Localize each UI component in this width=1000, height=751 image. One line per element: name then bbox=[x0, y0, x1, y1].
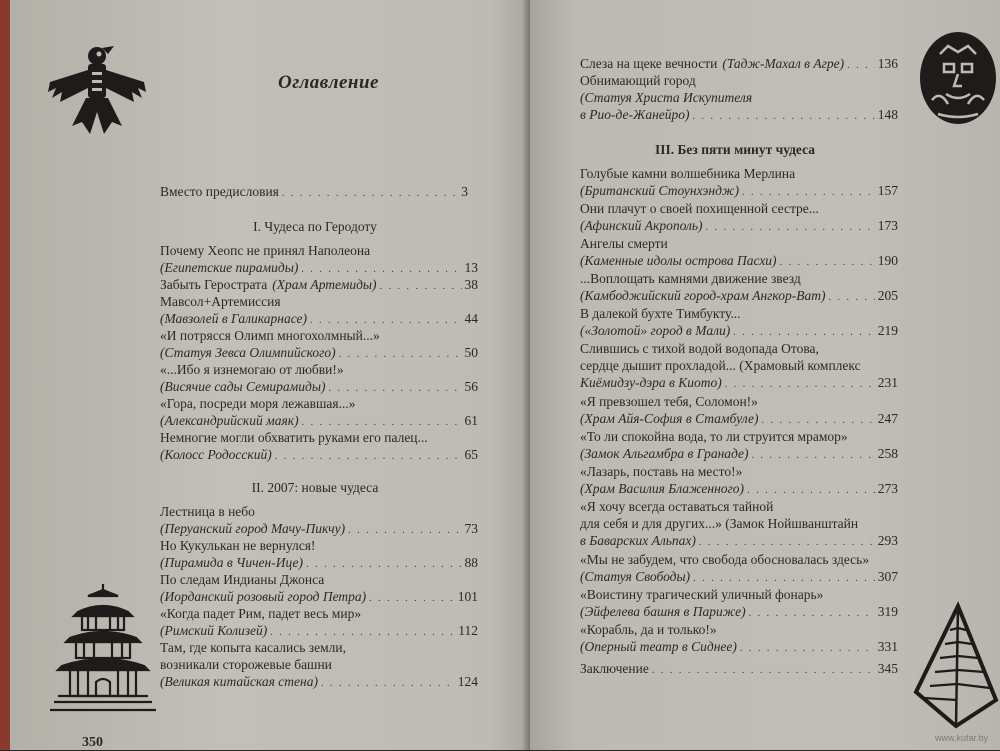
section-heading: I. Чудеса по Геродоту bbox=[253, 219, 377, 234]
entry-title: Слеза на щеке вечности bbox=[580, 56, 718, 71]
pyramid-icon bbox=[912, 600, 1000, 730]
entry-subtitle: (Храм Артемиды) bbox=[272, 277, 377, 292]
eagle-icon bbox=[42, 42, 152, 142]
entry-subtitle: (Тадж-Махал в Агре) bbox=[722, 56, 845, 71]
entry-page: 273 bbox=[877, 481, 898, 496]
entry-subtitle: (Великая китайская стена) bbox=[160, 674, 318, 689]
toc-entry bbox=[580, 498, 898, 551]
leader-dots bbox=[828, 289, 874, 306]
entry-title: ...Воплощать камнями движение звезд bbox=[580, 271, 801, 286]
toc-entry bbox=[160, 429, 478, 465]
toc-entry bbox=[580, 551, 898, 587]
entry-title: «Я превзошел тебя, Соломон!» bbox=[580, 394, 758, 409]
leader-dots bbox=[725, 376, 875, 393]
entry-title: Лестница в небо bbox=[160, 504, 255, 519]
leader-dots bbox=[275, 448, 462, 465]
toc-entry bbox=[580, 340, 898, 393]
entry-subtitle: (Афинский Акрополь) bbox=[580, 218, 703, 233]
entry-page: 136 bbox=[877, 56, 898, 71]
entry-title: Но Кукулькан не вернулся! bbox=[160, 538, 316, 553]
toc-entry bbox=[580, 621, 898, 657]
entry-subtitle: (Мавзолей в Галикарнасе) bbox=[160, 311, 308, 326]
entry-title-cont: для себя и для других...» (Замок Нойшванштайн bbox=[580, 516, 859, 531]
toc-entry bbox=[580, 305, 898, 341]
entry-subtitle: (Статуя Свободы) bbox=[580, 569, 691, 584]
toc-entry bbox=[160, 639, 478, 692]
toc-entry bbox=[160, 361, 478, 397]
entry-title: «Когда падет Рим, падет весь мир» bbox=[160, 606, 362, 621]
leader-dots bbox=[321, 675, 455, 692]
entry-subtitle: (Каменные идолы острова Пасхи) bbox=[580, 253, 777, 268]
leader-dots bbox=[733, 324, 875, 341]
entry-subtitle: (Статуя Зевса Олимпийского) bbox=[160, 345, 336, 360]
leader-dots bbox=[699, 534, 875, 551]
entry-title-cont: возникали сторожевые башни bbox=[160, 657, 332, 672]
entry-page: 112 bbox=[458, 623, 478, 638]
book-cover-edge bbox=[0, 0, 10, 750]
entry-title: Они плачут о своей похищенной сестре... bbox=[580, 201, 819, 216]
toc-entry bbox=[580, 165, 898, 201]
toc-entry bbox=[580, 463, 898, 499]
entry-page: 65 bbox=[464, 447, 478, 462]
watermark: www.kufar.by bbox=[935, 733, 989, 743]
entry-page: 157 bbox=[877, 183, 898, 198]
entry-subtitle-cont: в Рио-де-Жанейро) bbox=[580, 107, 690, 122]
toc-entry bbox=[160, 605, 478, 641]
entry-subtitle: (Оперный театр в Сиднее) bbox=[580, 639, 737, 654]
leader-dots bbox=[282, 185, 458, 202]
entry-title: «То ли спокойна вода, то ли струится мрамор» bbox=[580, 429, 848, 444]
entry-page: 61 bbox=[464, 413, 478, 428]
entry-page: 205 bbox=[877, 288, 898, 303]
entry-subtitle: Киёмидзу-дэра в Киото) bbox=[580, 375, 722, 390]
entry-page: 231 bbox=[877, 375, 898, 390]
entry-title: «Гора, посреди моря лежавшая...» bbox=[160, 396, 356, 411]
toc-title: Оглавление bbox=[278, 72, 379, 93]
toc-entry bbox=[580, 428, 898, 464]
entry-title: Мавсол+Артемиссия bbox=[160, 294, 281, 309]
entry-title-cont: сердце дышит прохладой... (Храмовый комплекс bbox=[580, 358, 861, 373]
entry-subtitle: (Британский Стоунхэндж) bbox=[580, 183, 739, 198]
toc-entry-conclusion bbox=[580, 660, 898, 679]
entry-title: Вместо предисловия bbox=[160, 184, 279, 199]
leader-dots bbox=[780, 254, 875, 271]
entry-subtitle: (Храм Айя-София в Стамбуле) bbox=[580, 411, 759, 426]
entry-subtitle: (Александрийский маяк) bbox=[160, 413, 299, 428]
entry-subtitle: (Эйфелева башня в Париже) bbox=[580, 604, 746, 619]
entry-subtitle: (Замок Альгамбра в Гранаде) bbox=[580, 446, 749, 461]
leader-dots bbox=[747, 482, 875, 499]
entry-subtitle: в Баварских Альпах) bbox=[580, 533, 696, 548]
entry-page: 319 bbox=[877, 604, 898, 619]
entry-title: «И потрясся Олимп многохолмный...» bbox=[160, 328, 380, 343]
entry-page: 173 bbox=[877, 218, 898, 233]
leader-dots bbox=[752, 447, 875, 464]
leader-dots bbox=[652, 662, 875, 679]
leader-dots bbox=[742, 184, 875, 201]
entry-subtitle: (Статуя Христа Искупителя bbox=[580, 90, 753, 105]
entry-page: 101 bbox=[457, 589, 478, 604]
leader-dots bbox=[706, 219, 875, 236]
toc-entry bbox=[580, 586, 898, 622]
toc-entry bbox=[160, 537, 478, 573]
left-page bbox=[10, 0, 530, 750]
page-number: 350 bbox=[82, 735, 103, 750]
toc-entry bbox=[160, 503, 478, 539]
entry-title: Немногие могли обхватить руками его палец... bbox=[160, 430, 428, 445]
entry-page: 56 bbox=[464, 379, 478, 394]
entry-title: Слившись с тихой водой водопада Отова, bbox=[580, 341, 819, 356]
entry-subtitle: (Египетские пирамиды) bbox=[160, 260, 299, 275]
toc-entry bbox=[580, 72, 898, 125]
toc-entry bbox=[160, 327, 478, 363]
entry-title: «Мы не забудем, что свобода обосновалась здесь» bbox=[580, 552, 870, 567]
entry-title: Голубые камни волшебника Мерлина bbox=[580, 166, 796, 181]
toc-entry bbox=[580, 270, 898, 306]
entry-title: Почему Хеопс не принял Наполеона bbox=[160, 243, 371, 258]
entry-page: 190 bbox=[877, 253, 898, 268]
entry-title: «Воистину трагический уличный фонарь» bbox=[580, 587, 824, 602]
toc-entry bbox=[580, 200, 898, 236]
toc-entry bbox=[160, 395, 478, 431]
entry-subtitle: (Висячие сады Семирамиды) bbox=[160, 379, 326, 394]
entry-page: 258 bbox=[877, 446, 898, 461]
leader-dots bbox=[693, 108, 875, 125]
entry-page: 124 bbox=[457, 674, 478, 689]
entry-title: «...Ибо я изнемогаю от любви!» bbox=[160, 362, 344, 377]
entry-title: Заключение bbox=[580, 661, 649, 676]
section-heading: II. 2007: новые чудеса bbox=[251, 480, 379, 495]
entry-subtitle: (Камбоджийский город-храм Ангкор-Ват) bbox=[580, 288, 826, 303]
entry-subtitle: (Иорданский розовый город Петра) bbox=[160, 589, 367, 604]
leader-dots bbox=[740, 640, 875, 657]
entry-page: 13 bbox=[464, 260, 478, 275]
entry-title: В далекой бухте Тимбукту... bbox=[580, 306, 741, 321]
entry-page: 307 bbox=[877, 569, 898, 584]
entry-page: 247 bbox=[877, 411, 898, 426]
entry-title: Обнимающий город bbox=[580, 73, 696, 88]
entry-page: 44 bbox=[464, 311, 478, 326]
entry-subtitle: (Колосс Родосский) bbox=[160, 447, 272, 462]
section-heading: III. Без пяти минут чудеса bbox=[654, 142, 815, 157]
leader-dots bbox=[749, 605, 875, 622]
entry-page: 331 bbox=[877, 639, 898, 654]
entry-page: 148 bbox=[877, 107, 898, 122]
toc-entry bbox=[160, 293, 478, 329]
entry-page: 293 bbox=[877, 533, 898, 548]
toc-entry-intro bbox=[160, 183, 468, 202]
entry-page: 219 bbox=[877, 323, 898, 338]
entry-page: 3 bbox=[461, 184, 468, 199]
entry-page: 88 bbox=[464, 555, 478, 570]
leader-dots bbox=[762, 412, 875, 429]
entry-page: 73 bbox=[464, 521, 478, 536]
mask-icon bbox=[918, 30, 998, 126]
entry-page: 38 bbox=[464, 277, 478, 292]
toc-entry bbox=[580, 393, 898, 429]
entry-subtitle: («Золотой» город в Мали) bbox=[580, 323, 731, 338]
leader-dots bbox=[693, 570, 875, 587]
entry-title: По следам Индианы Джонса bbox=[160, 572, 325, 587]
entry-subtitle: (Перуанский город Мачу-Пикчу) bbox=[160, 521, 346, 536]
entry-title: Ангелы смерти bbox=[580, 236, 668, 251]
toc-entry bbox=[160, 571, 478, 607]
entry-title: Там, где копыта касались земли, bbox=[160, 640, 346, 655]
entry-page: 345 bbox=[877, 661, 898, 676]
entry-page: 50 bbox=[464, 345, 478, 360]
pagoda-icon bbox=[48, 582, 158, 724]
entry-subtitle: (Римский Колизей) bbox=[160, 623, 268, 638]
entry-subtitle: (Пирамида в Чичен-Ице) bbox=[160, 555, 304, 570]
toc-entry bbox=[580, 235, 898, 271]
entry-title: «Я хочу всегда оставаться тайной bbox=[580, 499, 774, 514]
entry-subtitle: (Храм Василия Блаженного) bbox=[580, 481, 745, 496]
toc-entry bbox=[160, 242, 478, 278]
entry-title: «Лазарь, поставь на место!» bbox=[580, 464, 743, 479]
entry-title: «Корабль, да и только!» bbox=[580, 622, 717, 637]
entry-title: Забыть Герострата bbox=[160, 277, 268, 292]
